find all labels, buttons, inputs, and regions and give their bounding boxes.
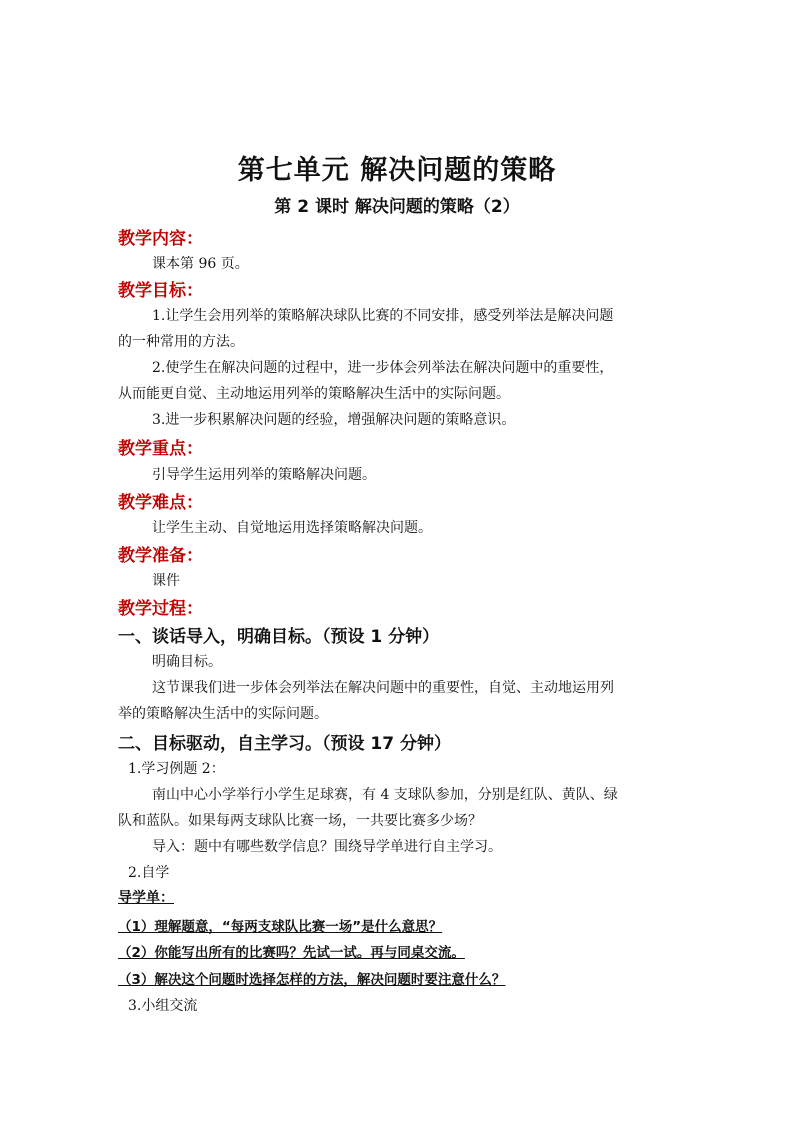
example-line-2: 队和蓝队。如果每两支球队比赛一场，一共要比赛多少场？: [118, 813, 482, 829]
section-2-item-3: 3.小组交流: [128, 998, 198, 1014]
section-1-para-2-line-2: 举的策略解决生活中的实际问题。: [118, 706, 328, 722]
content-heading: 教学内容：: [118, 229, 203, 249]
difficulty-heading: 教学难点：: [118, 493, 203, 513]
preparation-text: 课件: [152, 573, 180, 589]
goal-1-line-1: 1.让学生会用列举的策略解决球队比赛的不同安排，感受列举法是解决问题: [152, 308, 614, 324]
guide-sheet-heading: 导学单：: [118, 890, 174, 906]
goal-3: 3.进一步积累解决问题的经验，增强解决问题的策略意识。: [152, 412, 516, 428]
key-point-heading: 教学重点：: [118, 439, 203, 459]
goal-1-line-2: 的一种常用的方法。: [118, 334, 244, 350]
content-text: 课本第 96 页。: [152, 256, 249, 272]
difficulty-text: 让学生主动、自觉地运用选择策略解决问题。: [152, 520, 432, 536]
key-point-text: 引导学生运用列举的策略解决问题。: [152, 467, 376, 483]
preparation-heading: 教学准备：: [118, 546, 203, 566]
section-1-para-1: 明确目标。: [152, 654, 222, 670]
goal-2-line-2: 从而能更自觉、主动地运用列举的策略解决生活中的实际问题。: [118, 386, 510, 402]
guide-question-1: （1）理解题意，“每两支球队比赛一场”是什么意思？: [118, 919, 443, 935]
goals-heading: 教学目标：: [118, 281, 203, 301]
section-1-para-2-line-1: 这节课我们进一步体会列举法在解决问题中的重要性，自觉、主动地运用列: [152, 680, 614, 696]
lesson-subtitle: 第 2 课时 解决问题的策略（2）: [274, 197, 520, 217]
unit-title: 第七单元 解决问题的策略: [237, 155, 557, 186]
process-heading: 教学过程：: [118, 599, 203, 619]
guide-question-2: （2）你能写出所有的比赛吗？先试一试。再与同桌交流。: [118, 945, 465, 961]
section-2-item-2: 2.自学: [128, 865, 170, 881]
guide-question-3: （3）解决这个问题时选择怎样的方法，解决问题时要注意什么？: [118, 972, 506, 988]
goal-2-line-1: 2.使学生在解决问题的过程中，进一步体会列举法在解决问题中的重要性，: [152, 360, 614, 376]
section-1-title: 一、谈话导入，明确目标。（预设 1 分钟）: [118, 627, 440, 647]
section-2-item-1: 1.学习例题 2：: [128, 761, 225, 777]
intro-text: 导入：题中有哪些数学信息？围绕导学单进行自主学习。: [152, 839, 502, 855]
section-2-title: 二、目标驱动，自主学习。（预设 17 分钟）: [118, 734, 451, 754]
example-line-1: 南山中心小学举行小学生足球赛，有 4 支球队参加，分别是红队、黄队、绿: [152, 787, 618, 803]
